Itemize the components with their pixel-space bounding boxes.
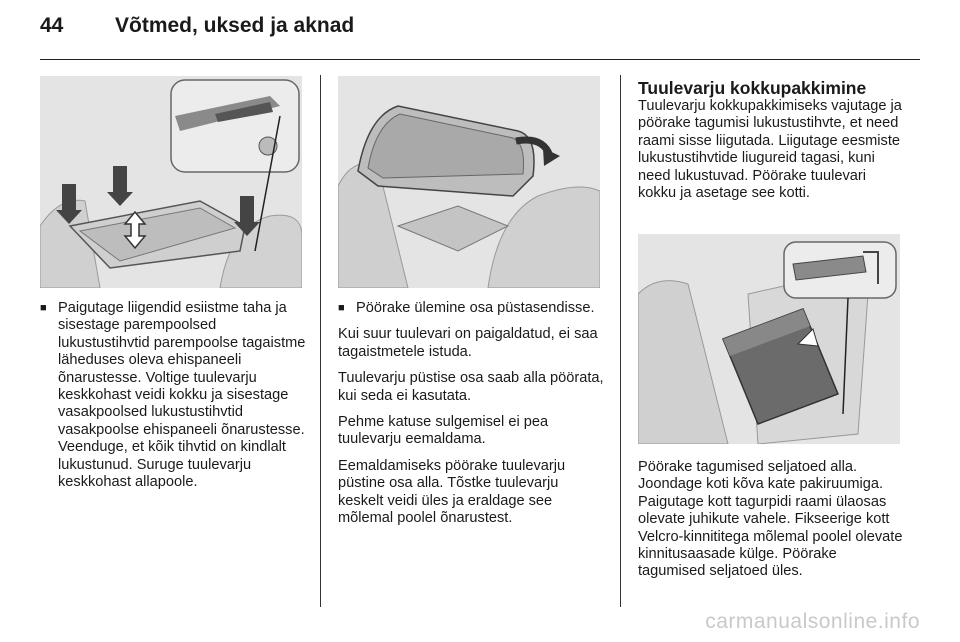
paragraph: Kui suur tuulevari on paigaldatud, ei saa tagaistmetele istuda.: [338, 326, 598, 360]
bullet-marker: ■: [338, 302, 345, 314]
column-1: [40, 300, 310, 491]
bullet-text: Pöörake ülemine osa püstasendisse.: [356, 300, 595, 316]
instruction-bullet: [40, 300, 310, 491]
paragraph: Pöörake tagumised seljatoed alla. Joondage koti kõva kate pakiruumiga. Paigutage kott tagurpidi raami ülaosas olevate juhikute vahele. Fikseerige kott Velcro-kinnititega mõlemal poolel olevate kinnitusaasade külge. Pöörake tagumised seljatoed üles.: [638, 459, 903, 580]
intro-paragraph: Tuulevarju kokkupakkimiseks vajutage ja pöörake tagumisi lukustustihvte, et need raami sisse liigutada. Liigutage eesmiste lukustustihvtide liugureid tagasi, kuni need lukustuvad. Pöörake tuulevari kokku ja asetage see kotti.: [638, 98, 902, 202]
column-divider-1: [320, 75, 321, 607]
column-3: [638, 78, 906, 211]
bullet-text: Paigutage liigendid esiistme taha ja sisestage parempoolsed lukustustihvtid parempoolse tagaistme läheduses oleva ehispaneeli õnarustesse. Voltige tuulevarju keskkohast veidi kokku ja sisestage vasakpoolsed lukustustihvtid vasakpoolse ehispaneeli õnarustesse. Veenduge, et kõik tihvtid on kindlalt lukustunud. Suruge tuulevarju keskkohast allapoole.: [58, 300, 306, 491]
section-heading: Tuulevarju kokkupakkimine: [638, 78, 867, 98]
paragraph: Pehme katuse sulgemisel ei pea tuulevarju eemaldama.: [338, 414, 549, 448]
watermark: carmanualsonline.info: [705, 610, 920, 633]
figure-windbreak-bag: [638, 234, 900, 444]
column-2: [338, 300, 606, 536]
column-3-lower: [638, 459, 906, 590]
page-number: 44: [40, 14, 64, 37]
page-header: [40, 14, 354, 38]
page-title: Võtmed, uksed ja aknad: [115, 14, 355, 37]
column-divider-2: [620, 75, 621, 607]
header-rule: [40, 59, 920, 60]
bullet-marker: ■: [40, 302, 47, 314]
instruction-bullet: [338, 300, 606, 317]
paragraph: Tuulevarju püstise osa saab alla pöörata, kui seda ei kasutata.: [338, 370, 604, 404]
figure-windbreak-installation: [40, 76, 302, 288]
paragraph: Eemaldamiseks pöörake tuulevarju püstine osa alla. Tõstke tuulevarju keskelt veidi üles ja eraldage see mõlemal poolel õnarustest.: [338, 457, 566, 527]
figure-windbreak-upright: [338, 76, 600, 288]
